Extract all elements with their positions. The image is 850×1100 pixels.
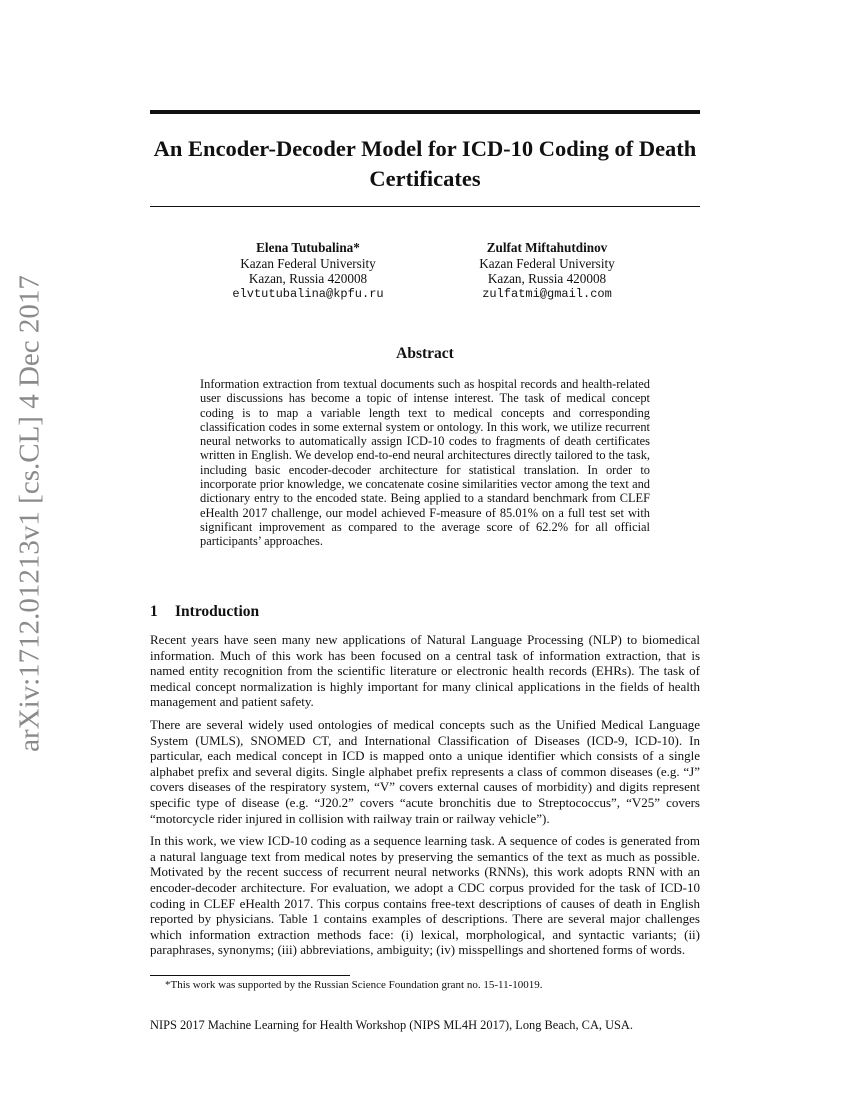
paper-title: An Encoder-Decoder Model for ICD-10 Coding of Death Certificates bbox=[153, 136, 697, 191]
author-affiliation: Kazan Federal University bbox=[479, 255, 615, 271]
author-affiliation: Kazan Federal University bbox=[240, 255, 376, 271]
author-name: Elena Tutubalina* bbox=[256, 240, 360, 255]
author-email[interactable]: elvtutubalina@kpfu.ru bbox=[232, 286, 384, 301]
paragraph: There are several widely used ontologies of medical concepts such as the Unified Medical Language System (UMLS), SNOMED CT, and International Classification of Diseases (ICD-9, ICD-10). In particular, each medical concept in ICD is mapped onto a unique identifier which consists of a single alphabet prefix and several digits. Single alphabet prefix represents a class of common diseases (e.g. “J” covers diseases of the respiratory system, “V” covers external causes of morbidity) and digits represent specific type of disease (e.g. “J20.2” covers “acute bronchitis due to Streptococcus”, “V25” covers “motorcycle rider injured in collision with railway train or railway vehicle”). bbox=[150, 716, 700, 826]
author-block bbox=[417, 240, 677, 302]
arxiv-stamp: arXiv:1712.01213v1 [cs.CL] 4 Dec 2017 bbox=[13, 275, 46, 752]
author-block bbox=[178, 240, 438, 302]
paragraph: In this work, we view ICD-10 coding as a sequence learning task. A sequence of codes is generated from a natural language text from medical notes by preserving the semantics of the text as much as possible. Motivated by the recent success of recurrent neural networks (RNNs), this work adopts RNN with an encoder-decoder architecture. For evaluation, we adopt a CDC corpus provided for the task of ICD-10 coding in CLEF eHealth 2017. This corpus contains free-text descriptions of causes of death in English reported by physicians. Table 1 contains examples of descriptions. There are several major challenges which information extraction methods face: (i) lexical, morphological, and syntactic variants; (ii) paraphrases, synonyms; (iii) abbreviations, ambiguity; (iv) misspellings and shortened forms of words. bbox=[150, 833, 700, 958]
section-number: 1 bbox=[150, 603, 158, 620]
venue-footer: NIPS 2017 Machine Learning for Health Workshop (NIPS ML4H 2017), Long Beach, CA, USA. bbox=[150, 1018, 633, 1032]
title-bottom-rule bbox=[150, 206, 700, 207]
abstract-text: Information extraction from textual documents such as hospital records and health-related user discussions has become a topic of intense interest. The task of medical concept coding is to map a variable length text to medical concepts and corresponding classification codes in some external system or ontology. In this work, we utilize recurrent neural networks to automatically assign ICD-10 codes to fragments of death certificates written in English. We develop end-to-end neural architectures directly tailored to the task, including basic encoder-decoder architecture for statistical translation. In order to incorporate prior knowledge, we concatenate cosine similarities vector among the text and dictionary entry to the encoded state. Being applied to a standard benchmark from CLEF eHealth 2017 challenge, our model achieved F-measure of 85.01% on a full test set with significant improvement as compared to the average score of 62.2% for all official participants’ approaches. bbox=[200, 377, 650, 549]
section-title: Introduction bbox=[175, 603, 260, 620]
footnote-rule bbox=[150, 975, 350, 976]
footnote: *This work was supported by the Russian Science Foundation grant no. 15-11-10019. bbox=[165, 979, 543, 991]
author-location: Kazan, Russia 420008 bbox=[248, 271, 368, 286]
section-body bbox=[150, 632, 700, 965]
section-heading bbox=[150, 603, 259, 621]
title-top-rule bbox=[150, 110, 700, 114]
author-name: Zulfat Miftahutdinov bbox=[486, 240, 608, 255]
author-location: Kazan, Russia 420008 bbox=[487, 271, 607, 286]
paragraph: Recent years have seen many new applications of Natural Language Processing (NLP) to biomedical information. Much of this work has been focused on a central task of information extraction, that is named entity recognition from the scientific literature or electronic health records (EHRs). The task of medical concept normalization is highly important for many clinical applications in the fields of health management and patient safety. bbox=[150, 632, 700, 710]
abstract-heading: Abstract bbox=[396, 345, 454, 362]
author-email[interactable]: zulfatmi@gmail.com bbox=[482, 286, 612, 301]
